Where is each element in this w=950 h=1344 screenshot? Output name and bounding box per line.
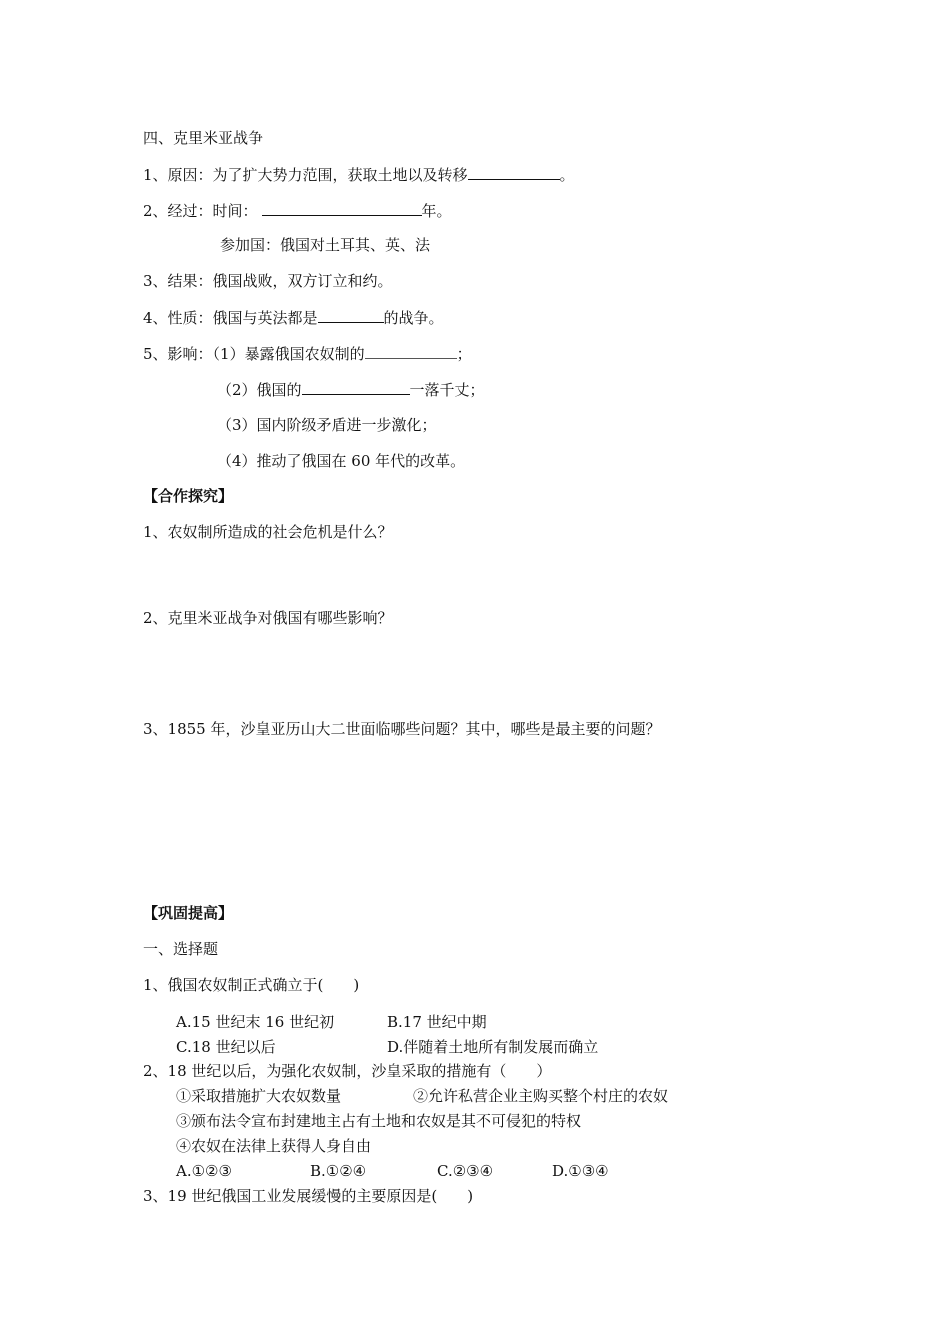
cooperation-q1: 1、农奴制所造成的社会危机是什么？	[143, 523, 393, 541]
impact-text: 5、影响：（1）暴露俄国农奴制的	[143, 345, 365, 363]
q1-option-b[interactable]: B.17 世纪中期	[387, 1013, 487, 1031]
choice-section-title: 一、选择题	[143, 940, 219, 958]
q2-option-d[interactable]: D.①③④	[552, 1162, 609, 1180]
participants-line: 参加国：俄国对土耳其、英、法	[220, 236, 431, 254]
nature-text: 4、性质：俄国与英法都是	[143, 309, 318, 327]
cause-blank[interactable]	[468, 164, 560, 180]
cooperation-heading: 【合作探究】	[143, 487, 234, 505]
cooperation-q2: 2、克里米亚战争对俄国有哪些影响？	[143, 609, 393, 627]
section-title: 四、克里米亚战争	[143, 129, 264, 147]
cause-line	[143, 164, 575, 185]
q1-option-c[interactable]: C.18 世纪以后	[176, 1038, 276, 1056]
impact2-end: 一落千丈；	[409, 381, 485, 399]
question-1-stem: 1、俄国农奴制正式确立于( )	[143, 976, 360, 994]
impact2-blank[interactable]	[302, 379, 410, 395]
nature-end: 的战争。	[383, 309, 444, 327]
cooperation-q3: 3、1855 年，沙皇亚历山大二世面临哪些问题？其中，哪些是最主要的问题？	[143, 720, 661, 738]
impact-line	[143, 343, 472, 364]
q2-item-4: ④农奴在法律上获得人身自由	[176, 1137, 372, 1155]
result-line: 3、结果：俄国战败，双方订立和约。	[143, 272, 393, 290]
impact4-line: （4）推动了俄国在 60 年代的改革。	[217, 452, 466, 470]
impact-blank[interactable]	[365, 343, 457, 359]
q1-option-d[interactable]: D.伴随着土地所有制发展而确立	[387, 1038, 599, 1056]
time-blank[interactable]	[262, 200, 422, 216]
cause-text: 1、原因：为了扩大势力范围，获取土地以及转移	[143, 166, 468, 184]
process-text: 2、经过：时间：	[143, 202, 258, 220]
impact-end: ；	[456, 345, 472, 363]
impact2-text: （2）俄国的	[217, 381, 302, 399]
question-2-stem: 2、18 世纪以后，为强化农奴制，沙皇采取的措施有（ ）	[143, 1062, 552, 1080]
q2-option-a[interactable]: A.①②③	[176, 1162, 232, 1180]
impact2-line	[217, 379, 485, 400]
cause-end: 。	[559, 166, 575, 184]
process-end: 年。	[421, 202, 452, 220]
question-3-stem: 3、19 世纪俄国工业发展缓慢的主要原因是( )	[143, 1187, 474, 1205]
nature-line	[143, 307, 444, 328]
q2-item-2: ②允许私营企业主购买整个村庄的农奴	[413, 1087, 669, 1105]
q1-option-a[interactable]: A.15 世纪末 16 世纪初	[176, 1013, 335, 1031]
impact3-line: （3）国内阶级矛盾进一步激化；	[217, 416, 437, 434]
q2-item-3: ③颁布法令宣布封建地主占有土地和农奴是其不可侵犯的特权	[176, 1112, 582, 1130]
q2-option-c[interactable]: C.②③④	[437, 1162, 494, 1180]
q2-item-1: ①采取措施扩大农奴数量	[176, 1087, 342, 1105]
q2-option-b[interactable]: B.①②④	[310, 1162, 367, 1180]
consolidate-heading: 【巩固提高】	[143, 904, 234, 922]
process-line	[143, 200, 452, 221]
nature-blank[interactable]	[318, 307, 384, 323]
